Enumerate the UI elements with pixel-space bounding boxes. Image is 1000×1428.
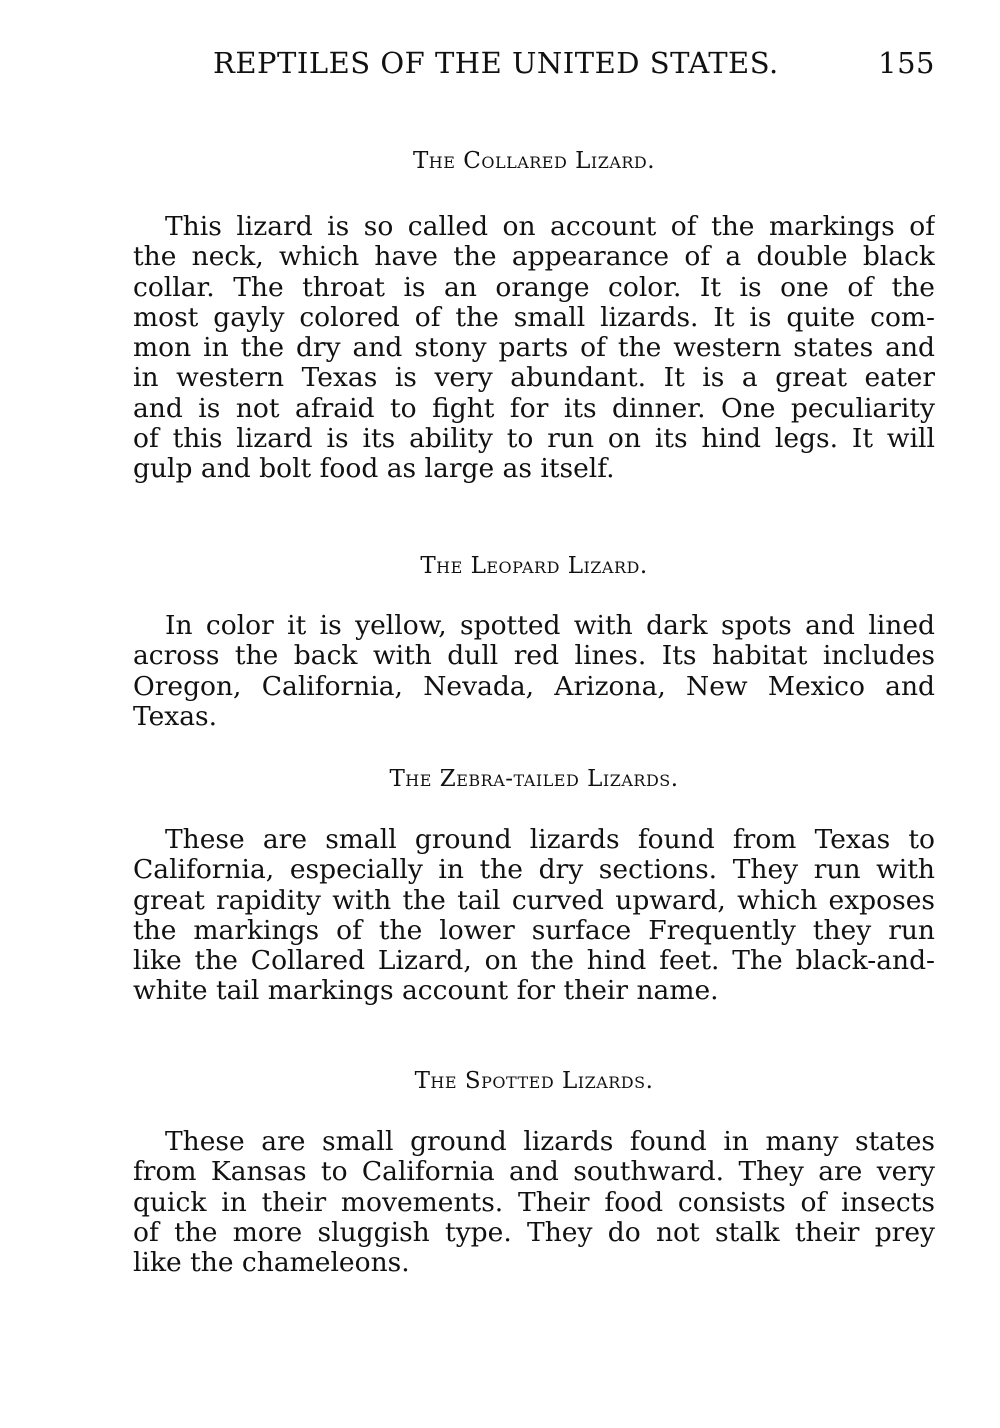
text-line: These are small ground lizards found from Texas to [165,825,935,855]
text-line: great rapidity with the tail curved upward, which exposes [133,885,935,916]
text-line: the markings of the lower surface Frequently they run [133,915,935,946]
section-title-spotted-lizards: The Spotted Lizards. [414,1068,654,1094]
text-line: Texas. [133,701,218,732]
book-page [133,0,935,1428]
paragraph-leopard-lizard [133,611,935,732]
text-line: In color it is yellow, spotted with dark spots and lined [165,611,935,641]
text-line: These are small ground lizards found in many states [165,1127,935,1157]
text-line: This lizard is so called on account of the markings of [165,212,935,242]
section-title-zebra-tailed-lizards: The Zebra-tailed Lizards. [389,766,679,792]
text-line: collar. The throat is an orange color. It is one of the [133,272,935,303]
text-line: of this lizard is its ability to run on its hind legs. It will [133,424,935,455]
paragraph-zebra-tailed-lizards [133,825,935,1007]
section-title-collared-lizard: The Collared Lizard. [412,148,656,174]
text-line: most gayly colored of the small lizards. It is quite com- [133,302,935,333]
paragraph-collared-lizard [133,212,935,485]
text-line: the neck, which have the appearance of a double black [133,242,935,273]
text-line: in western Texas is very abundant. It is a great eater [133,363,935,394]
running-header [213,46,935,80]
text-line: gulp and bolt food as large as itself. [133,454,615,485]
running-title: REPTILES OF THE UNITED STATES. [213,46,779,80]
text-line: from Kansas to California and southward. They are very [133,1157,935,1188]
text-line: and is not afraid to fight for its dinner. One peculiarity [133,393,935,424]
text-line: like the chameleons. [133,1248,410,1279]
text-line: Oregon, California, Nevada, Arizona, New Mexico and [133,671,935,702]
text-line: white tail markings account for their name. [133,976,719,1007]
text-line: quick in their movements. Their food consists of insects [133,1187,935,1218]
text-line: like the Collared Lizard, on the hind feet. The black-and- [133,946,935,977]
text-line: California, especially in the dry sections. They run with [133,855,935,886]
text-line: of the more sluggish type. They do not stalk their prey [133,1217,935,1248]
text-line: mon in the dry and stony parts of the western states and [133,333,935,364]
text-line: across the back with dull red lines. Its habitat includes [133,641,935,672]
page-number: 155 [878,46,935,80]
section-title-leopard-lizard: The Leopard Lizard. [420,553,648,579]
paragraph-spotted-lizards [133,1127,935,1278]
